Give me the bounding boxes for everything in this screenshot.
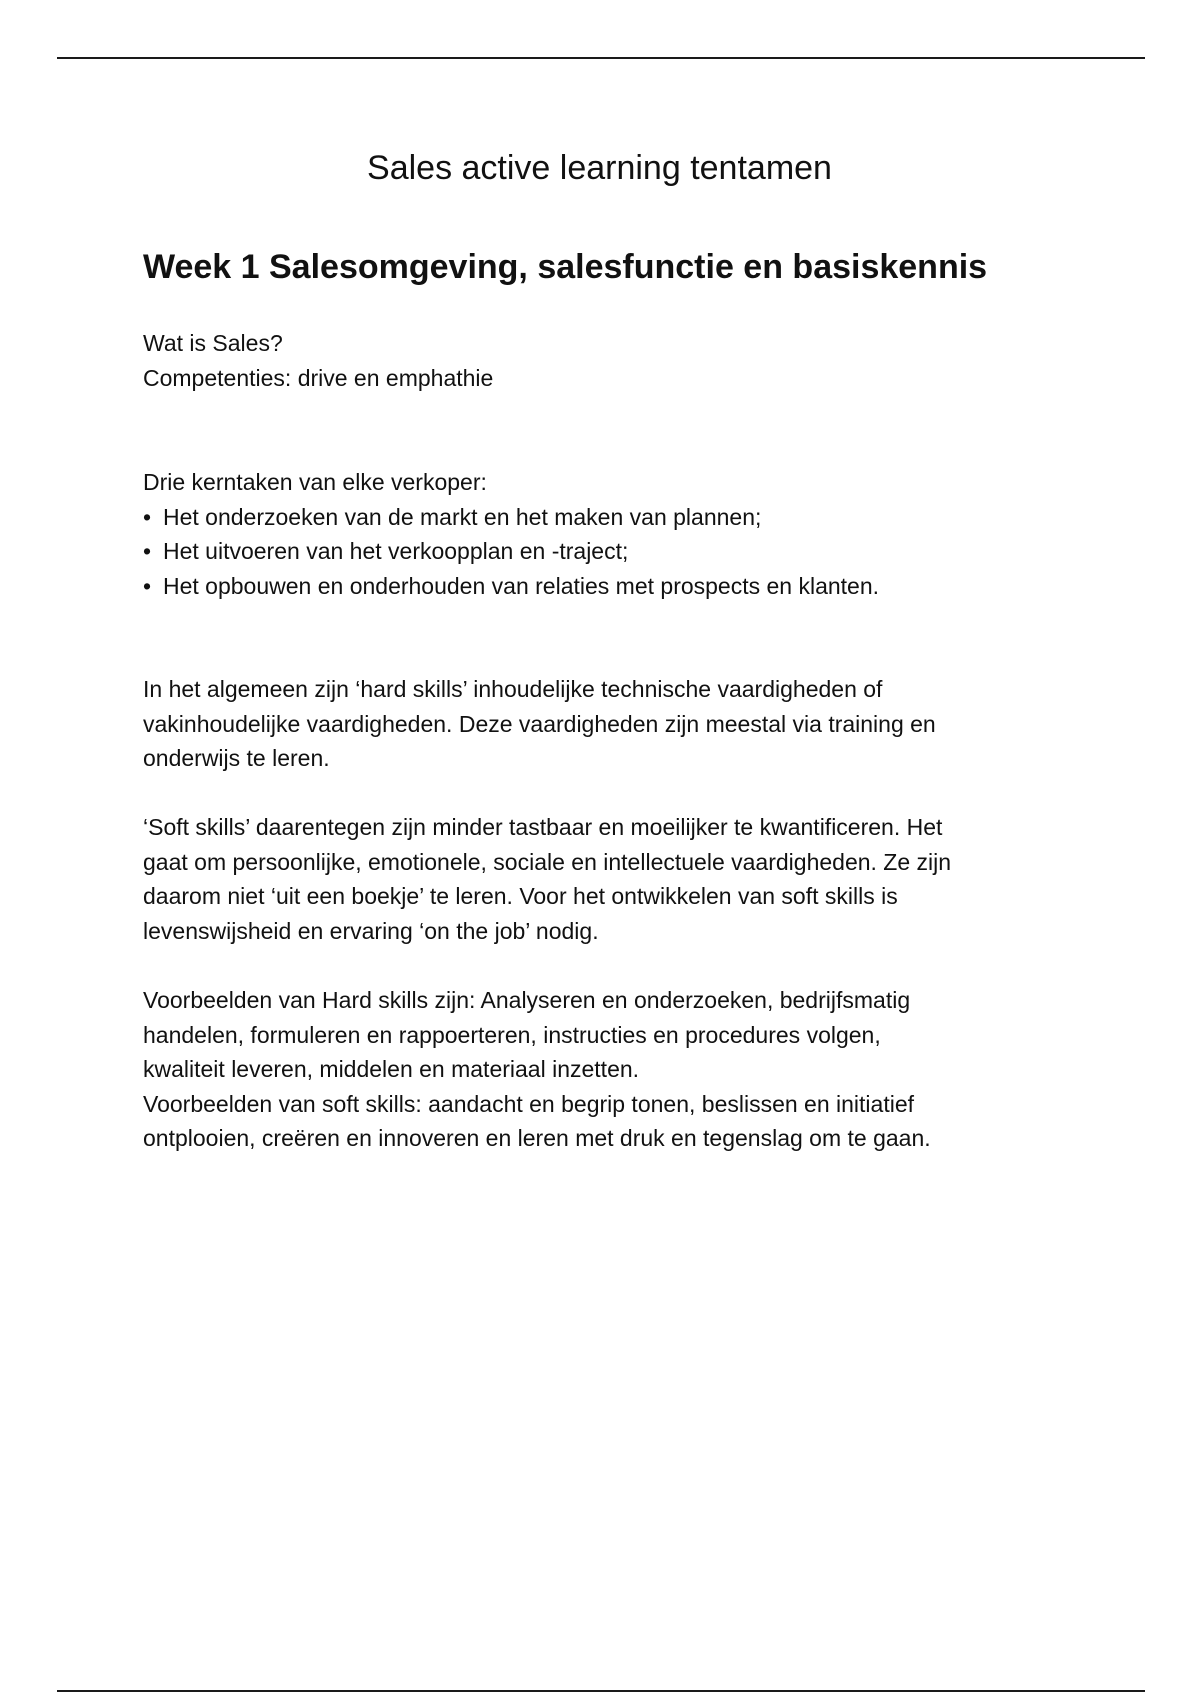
- bullet-icon: •: [143, 538, 152, 564]
- list-item: [143, 569, 1073, 604]
- document-title: Sales active learning tentamen: [367, 149, 832, 187]
- paragraph-line: handelen, formuleren en rappoerteren, instructies en procedures volgen,: [143, 1021, 881, 1048]
- paragraph-line: daarom niet ‘uit een boekje’ te leren. Voor het ontwikkelen van soft skills is: [143, 883, 898, 909]
- paragraph-line: Voorbeelden van soft skills: aandacht en begrip tonen, beslissen en initiatief: [143, 1090, 915, 1117]
- paragraph-line: ontplooien, creëren en innoveren en leren met druk en tegenslag om te gaan.: [143, 1125, 931, 1151]
- kerntaken-block: [143, 465, 1073, 603]
- list-item: [143, 500, 1073, 535]
- paragraph-line: kwaliteit leveren, middelen en materiaal inzetten.: [143, 1056, 640, 1082]
- paragraph-line: ‘Soft skills’ daarentegen zijn minder tastbaar en moeilijker te kwantificeren. Het: [143, 814, 943, 840]
- paragraph-line: gaat om persoonlijke, emotionele, sociale en intellectuele vaardigheden. Ze zijn: [143, 848, 952, 875]
- list-item-text: Het opbouwen en onderhouden van relaties met prospects en klanten.: [163, 572, 880, 599]
- paragraph-line: vakinhoudelijke vaardigheden. Deze vaardigheden zijn meestal via training en: [143, 710, 936, 737]
- list-item-text: Het onderzoeken van de markt en het maken van plannen;: [163, 503, 762, 530]
- bullet-icon: •: [143, 572, 152, 599]
- kerntaken-lead: Drie kerntaken van elke verkoper:: [143, 469, 487, 495]
- list-item-text: Het uitvoeren van het verkoopplan en -traject;: [163, 538, 629, 564]
- intro-competencies: Competenties: drive en emphathie: [143, 364, 494, 391]
- section-heading-week-1: Week 1 Salesomgeving, salesfunctie en basiskennis: [143, 248, 988, 286]
- paragraph-line: Voorbeelden van Hard skills zijn: Analyseren en onderzoeken, bedrijfsmatig: [143, 987, 911, 1013]
- top-rule: [57, 57, 1145, 59]
- examples-paragraph: [143, 983, 1073, 1156]
- hard-skills-paragraph: [143, 672, 1073, 776]
- soft-skills-paragraph: [143, 810, 1073, 948]
- bullet-icon: •: [143, 503, 152, 530]
- paragraph-line: onderwijs te leren.: [143, 745, 330, 771]
- bottom-rule: [57, 1690, 1145, 1692]
- intro-question: Wat is Sales?: [143, 330, 283, 356]
- paragraph-line: In het algemeen zijn ‘hard skills’ inhoudelijke technische vaardigheden of: [143, 676, 883, 702]
- intro-block: [143, 326, 1073, 395]
- paragraph-line: levenswijsheid en ervaring ‘on the job’ nodig.: [143, 917, 599, 944]
- list-item: [143, 534, 1073, 569]
